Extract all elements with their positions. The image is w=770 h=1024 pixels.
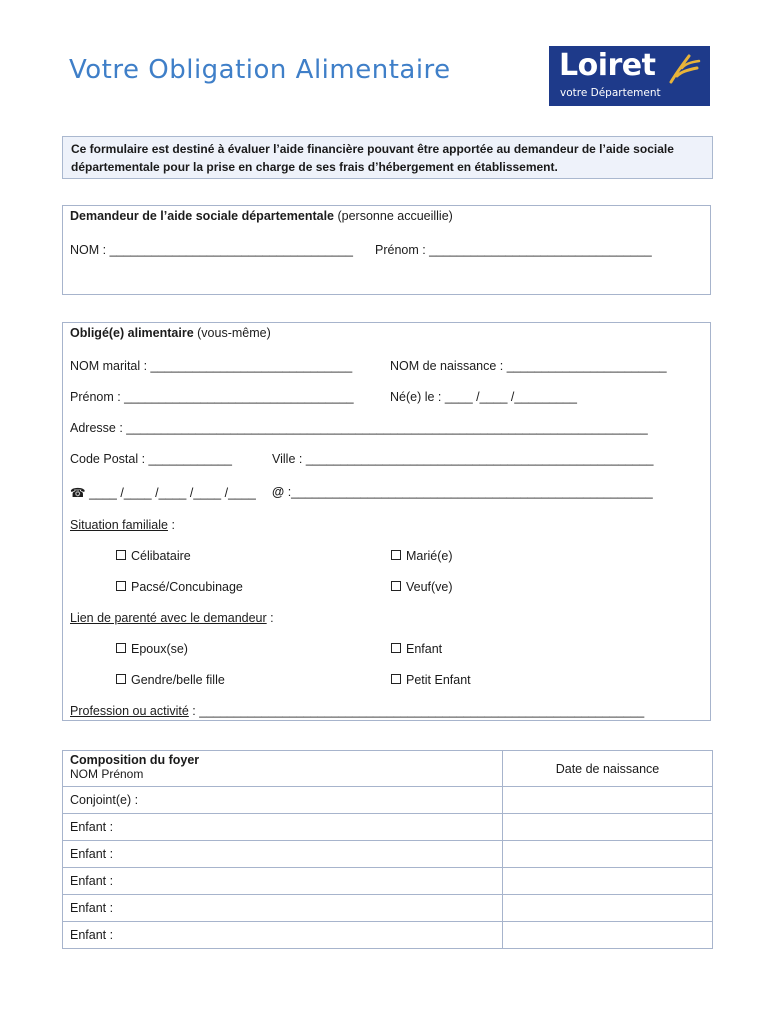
page-title: Votre Obligation Alimentaire [69,55,451,85]
table-row [63,841,713,868]
checkbox-icon [116,550,126,560]
foyer-row-date[interactable] [503,814,713,841]
foyer-row-label[interactable]: Conjoint(e) : [63,787,503,814]
table-row [63,814,713,841]
intro-line-1: Ce formulaire est destiné à évaluer l’aide financière pouvant être apportée au demandeur de l’aide sociale [71,142,674,156]
nom-marital-field[interactable]: NOM marital : _____________________________ [70,359,353,373]
table-row [63,922,713,949]
checkbox-label: Enfant [406,642,443,656]
foyer-row-date[interactable] [503,841,713,868]
checkbox-label: Veuf(ve) [406,580,453,594]
foyer-table [62,750,713,949]
foyer-row-date[interactable] [503,787,713,814]
checkbox-marie[interactable] [391,549,453,563]
foyer-row-label[interactable]: Enfant : [63,922,503,949]
checkbox-icon [391,643,401,653]
oblige-heading-note: (vous-même) [197,326,271,340]
adresse-field[interactable]: Adresse : ___________________________________________________________________________ [70,421,648,435]
demandeur-heading [70,209,453,223]
situation-label-text: Situation familiale [70,518,168,532]
foyer-row-date[interactable] [503,895,713,922]
at-icon: @ [272,485,285,499]
foyer-row-label[interactable]: Enfant : [63,868,503,895]
checkbox-label: Pacsé/Concubinage [131,580,243,594]
profession-row [70,704,644,718]
checkbox-petit-enfant[interactable] [391,673,471,687]
email-field[interactable]: :____________________________________________________ [287,485,653,499]
prenom-field[interactable]: Prénom : _________________________________ [70,390,354,404]
checkbox-label: Marié(e) [406,549,453,563]
checkbox-pacse[interactable] [116,580,243,594]
checkbox-icon [116,581,126,591]
foyer-col-date: Date de naissance [503,751,713,787]
foyer-row-date[interactable] [503,868,713,895]
intro-banner [62,136,713,179]
demandeur-prenom-field[interactable]: Prénom : ________________________________ [375,243,652,257]
foyer-row-label[interactable]: Enfant : [63,841,503,868]
checkbox-label: Gendre/belle fille [131,673,225,687]
situation-label-colon: : [171,518,175,532]
checkbox-label: Petit Enfant [406,673,471,687]
foyer-row-label[interactable]: Enfant : [63,895,503,922]
lien-label-colon: : [270,611,274,625]
checkbox-enfant[interactable] [391,642,442,656]
foyer-row-date[interactable] [503,922,713,949]
ville-field[interactable]: Ville : __________________________________________________ [272,452,654,466]
checkbox-icon [391,581,401,591]
checkbox-icon [116,643,126,653]
phone-icon: ☎ [70,486,86,500]
demandeur-heading-title: Demandeur de l’aide sociale départementale [70,209,334,223]
checkbox-gendre[interactable] [116,673,225,687]
table-row [63,895,713,922]
logo-brand: Loiret [559,48,656,83]
checkbox-celibataire[interactable] [116,549,191,563]
demandeur-nom-field[interactable]: NOM : ___________________________________ [70,243,353,257]
checkbox-label: Célibataire [131,549,191,563]
nom-naissance-field[interactable]: NOM de naissance : _______________________ [390,359,667,373]
date-naissance-field[interactable]: Né(e) le : ____ /____ /_________ [390,390,577,404]
foyer-header-row [63,751,713,787]
lien-label-text: Lien de parenté avec le demandeur [70,611,267,625]
table-row [63,787,713,814]
checkbox-icon [391,674,401,684]
phone-row [70,485,256,500]
foyer-col-name: NOM Prénom [70,767,144,781]
lien-label [70,611,274,625]
oblige-heading-title: Obligé(e) alimentaire [70,326,194,340]
checkbox-icon [116,674,126,684]
foyer-row-label[interactable]: Enfant : [63,814,503,841]
checkbox-epoux[interactable] [116,642,188,656]
intro-line-2: départementale pour la prise en charge de ses frais d’hébergement en établissement. [71,160,558,174]
phone-field[interactable]: ____ /____ /____ /____ /____ [89,486,256,500]
foyer-heading: Composition du foyer [70,753,200,767]
email-row [272,485,653,499]
foyer-header-name-cell [63,751,503,787]
checkbox-icon [391,550,401,560]
situation-label [70,518,175,532]
profession-field[interactable]: : ________________________________________________________________ [192,704,645,718]
checkbox-label: Epoux(se) [131,642,188,656]
checkbox-veuf[interactable] [391,580,453,594]
demandeur-heading-note: (personne accueillie) [337,209,453,223]
wheat-icon [667,54,701,84]
code-postal-field[interactable]: Code Postal : ____________ [70,452,232,466]
profession-label: Profession ou activité [70,704,189,718]
oblige-heading [70,326,271,340]
table-row [63,868,713,895]
loiret-logo [549,46,710,106]
logo-tagline: votre Département [560,87,661,99]
